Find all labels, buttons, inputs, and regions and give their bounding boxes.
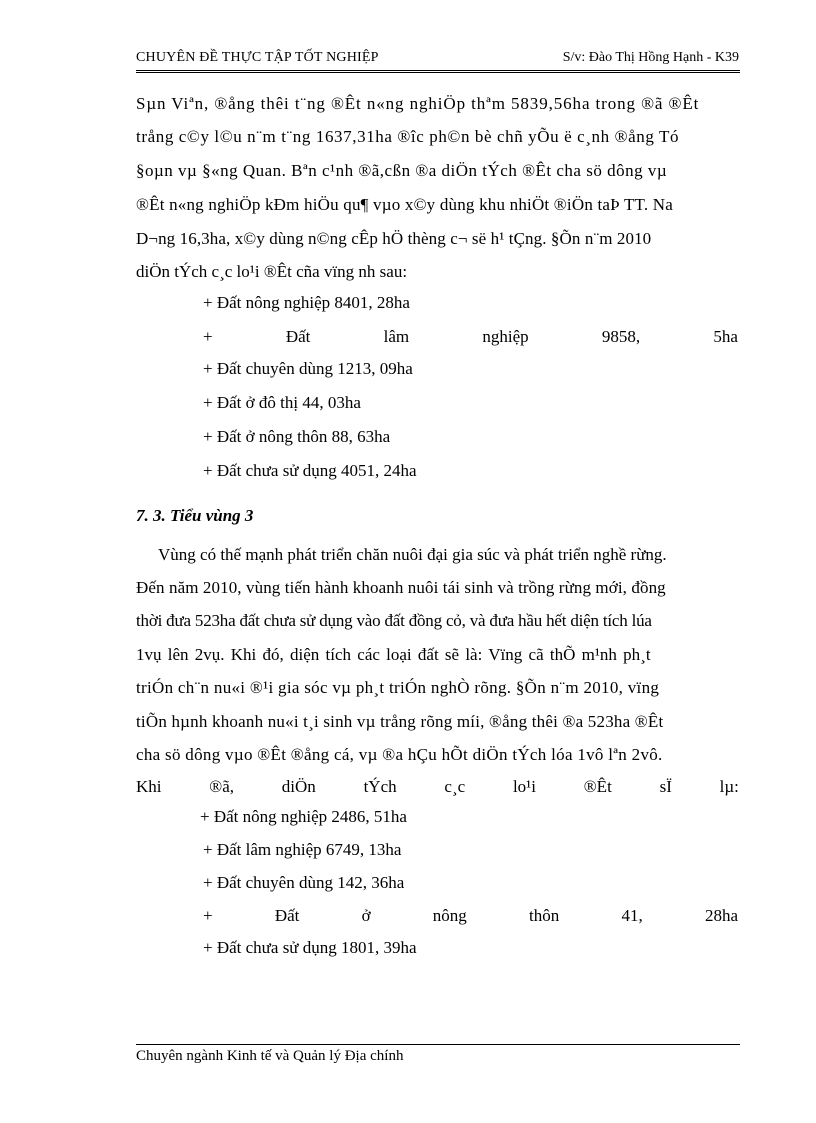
list-item: + Đất nông nghiệp 8401, 28ha [203,293,410,312]
para1-line: diÖn tÝch c¸c lo¹i ®Êt cña vïng nh sau: [136,262,408,281]
list-item: + Đất chuyên dùng 142, 36ha [203,873,405,892]
word: diÖn [281,777,316,796]
word: ®Êt [583,777,612,796]
word: sÏ [659,777,672,796]
list-item: + Đất nông nghiệp 2486, 51ha [200,807,407,826]
header-rule [136,70,740,71]
para1-line: ®Êt n«ng nghiÖp kÐm hiÖu qu¶ vµo x©y dùng khu nhiÖt ®iÖn taÞ TT. Na [136,195,673,214]
header-author: S/v: Đào Thị Hồng Hạnh - K39 [562,50,739,65]
word: lµ: [719,777,739,796]
header-title: CHUYÊN ĐỀ THỰC TẬP TỐT NGHIỆP [136,50,379,65]
word: Đất [274,906,300,925]
word: lo¹i [512,777,536,796]
list-item: + Đất chuyên dùng 1213, 09ha [203,359,413,378]
list-item-justified [203,327,738,347]
word: 28ha [704,906,738,925]
para2-line: Đến năm 2010, vùng tiến hành khoanh nuôi tái sinh và trồng rừng mới, đồng [136,578,666,597]
list-item: + Đất chưa sử dụng 4051, 24ha [203,461,417,480]
word: Đất [285,327,311,346]
word: thôn [529,906,560,925]
word: nghiệp [482,327,529,346]
list-item-justified [203,906,738,926]
list-item: + Đất ở đô thị 44, 03ha [203,393,361,412]
para1-line: D¬ng 16,3ha, x©y dùng n©ng cÊp hÖ thèng c¬ së h¹ tÇng. §Õn n¨m 2010 [136,229,652,248]
word: nông [432,906,467,925]
para1-line: trång c©y l©u n¨m t¨ng 1637,31ha ®îc ph©n bè chñ yÕu ë c¸nh ®ång Tó [136,127,680,146]
page-header [136,50,739,68]
para2-justified-line [136,777,739,797]
word: lâm [383,327,410,346]
word: ®ã, [209,777,234,796]
page-footer: Chuyên ngành Kinh tế và Quản lý Địa chính [136,1048,404,1064]
section-heading: 7. 3. Tiểu vùng 3 [136,506,254,525]
para2-line: cha sö dông vµo ®Êt ®ång cá, vµ ®a hÇu hÕt diÖn tÝch lóa 1vô lªn 2vô. [136,745,663,764]
para1-line: §oµn vµ §«ng Quan. Bªn c¹nh ®ã,cßn ®a diÖn tÝch ®Êt cha sö dông vµ [136,161,668,180]
para1-line: Sµn Viªn, ®ång thêi t¨ng ®Êt n«ng nghiÖp thªm 5839,56ha trong ®ã ®Êt [136,94,700,113]
para2-line: tiÕn hµnh khoanh nu«i t¸i sinh vµ trång rõng míi, ®ång thêi ®a 523ha ®Êt [136,712,664,731]
list-item: + Đất lâm nghiệp 6749, 13ha [203,840,402,859]
list-item: + Đất chưa sử dụng 1801, 39ha [203,938,417,957]
footer-rule [136,1044,740,1045]
list-item: + Đất ở nông thôn 88, 63ha [203,427,391,446]
word: + [203,906,213,925]
para2-line: triÓn ch¨n nu«i ®¹i gia sóc vµ ph¸t triÓn nghÒ rõng. §Õn n¨m 2010, vïng [136,678,660,697]
word: ở [361,906,371,925]
word: tÝch [363,777,397,796]
word: Khi [136,777,162,796]
word: 9858, [601,327,641,346]
word: c¸c [444,777,466,796]
word: + [203,327,213,346]
header-rule-double [136,72,740,73]
word: 5ha [713,327,738,346]
para2-line: thời đưa 523ha đất chưa sử dụng vào đất đồng cỏ, và đưa hầu hết diện tích lúa [136,611,652,630]
word: 41, [621,906,643,925]
para2-line: Vùng có thế mạnh phát triển chăn nuôi đại gia súc và phát triển nghề rừng. [158,545,667,564]
para2-line: 1vụ lên 2vụ. Khi đó, diện tích các loại đất sẽ là: Vïng cã thÕ m¹nh ph¸t [136,645,651,664]
